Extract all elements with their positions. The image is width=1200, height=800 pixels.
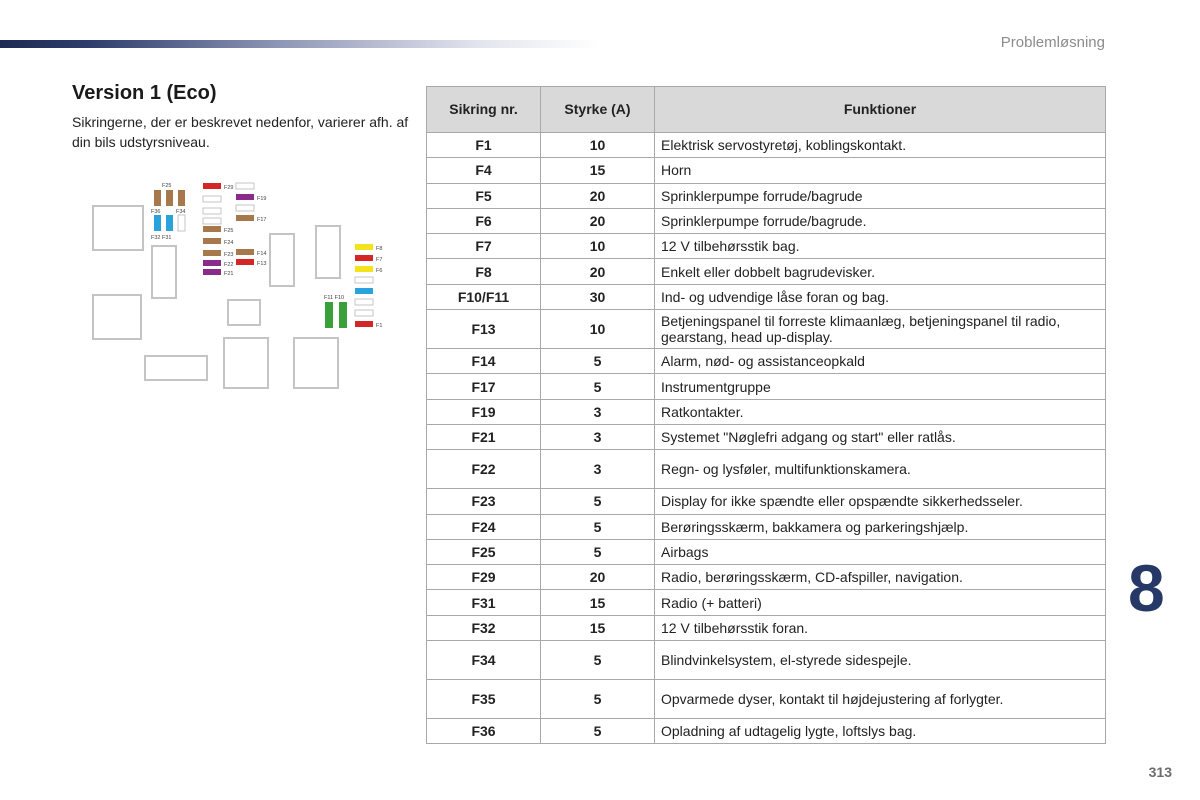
rating-cell: 5 <box>541 719 655 744</box>
function-cell: Betjeningspanel til forreste klimaanlæg, betjeningspanel til radio, gearstang, head up-display. <box>655 310 1106 349</box>
fuse-number-cell: F6 <box>427 208 541 233</box>
table-row <box>427 374 1106 399</box>
rating-cell: 5 <box>541 680 655 719</box>
fuse-number-cell: F22 <box>427 450 541 489</box>
rating-cell: 20 <box>541 565 655 590</box>
rating-cell: 20 <box>541 183 655 208</box>
relay-block <box>294 338 338 388</box>
relay-block <box>224 338 268 388</box>
relay-block <box>152 246 176 298</box>
table-row <box>427 133 1106 158</box>
table-row <box>427 719 1106 744</box>
fuse-blue <box>154 215 161 231</box>
table-row <box>427 539 1106 564</box>
fuse-yellow <box>355 266 373 272</box>
table-row <box>427 284 1106 309</box>
fuse-blue <box>355 288 373 294</box>
fuse-purple <box>236 194 254 200</box>
rating-cell: 3 <box>541 424 655 449</box>
intro-text: Sikringerne, der er beskrevet nedenfor, varierer afh. af din bils udstyrsniveau. <box>72 114 409 150</box>
rating-cell: 10 <box>541 133 655 158</box>
rating-cell: 10 <box>541 234 655 259</box>
fuse-brown <box>166 190 173 206</box>
table-row <box>427 424 1106 449</box>
function-cell: Sprinklerpumpe forrude/bagrude <box>655 183 1106 208</box>
rating-cell: 5 <box>541 539 655 564</box>
fuse-number-cell: F24 <box>427 514 541 539</box>
label-F19: F19 <box>257 196 267 202</box>
fuse-number-cell: F5 <box>427 183 541 208</box>
rating-cell: 5 <box>541 641 655 680</box>
table-row <box>427 680 1106 719</box>
relay-block <box>316 226 340 278</box>
function-cell: Radio, berøringsskærm, CD-afspiller, navigation. <box>655 565 1106 590</box>
table-row <box>427 399 1106 424</box>
label-F6: F6 <box>376 268 383 274</box>
rating-cell: 15 <box>541 615 655 640</box>
table-row <box>427 590 1106 615</box>
function-cell: Sprinklerpumpe forrude/bagrude. <box>655 208 1106 233</box>
function-cell: Systemet "Nøglefri adgang og start" eller ratlås. <box>655 424 1106 449</box>
fuse-number-cell: F21 <box>427 424 541 449</box>
function-cell: Alarm, nød- og assistanceopkald <box>655 349 1106 374</box>
function-cell: Berøringsskærm, bakkamera og parkeringshjælp. <box>655 514 1106 539</box>
fuse-red <box>203 183 221 189</box>
svg-text:F32 F31: F32 F31 <box>151 235 172 241</box>
header-fuse-number: Sikring nr. <box>427 87 541 133</box>
fuse-red <box>236 259 254 265</box>
function-cell: Display for ikke spændte eller opspændte sikkerhedsseler. <box>655 489 1106 514</box>
fuse-brown <box>203 238 221 244</box>
fuse-number-cell: F4 <box>427 158 541 183</box>
fuse-number-cell: F8 <box>427 259 541 284</box>
table-row <box>427 183 1106 208</box>
label-F13: F13 <box>257 261 267 267</box>
label-F29: F29 <box>224 185 234 191</box>
fuse-number-cell: F10/F11 <box>427 284 541 309</box>
relay-block <box>93 295 141 339</box>
rating-cell: 5 <box>541 349 655 374</box>
fuse-red <box>355 255 373 261</box>
svg-text:F22: F22 <box>224 262 234 268</box>
function-cell: Blindvinkelsystem, el-styrede sidespejle. <box>655 641 1106 680</box>
fuse-brown <box>203 250 221 256</box>
fuse-number-cell: F23 <box>427 489 541 514</box>
table-row <box>427 615 1106 640</box>
fuse-number-cell: F7 <box>427 234 541 259</box>
fuse-purple <box>203 269 221 275</box>
fuse-blue <box>166 215 173 231</box>
svg-text:F25: F25 <box>224 228 234 234</box>
function-cell: Opvarmede dyser, kontakt til højdejustering af forlygter. <box>655 680 1106 719</box>
function-cell: 12 V tilbehørsstik bag. <box>655 234 1106 259</box>
rating-cell: 5 <box>541 489 655 514</box>
rating-cell: 30 <box>541 284 655 309</box>
chapter-number: 8 <box>1128 551 1165 625</box>
svg-text:F23: F23 <box>224 252 234 258</box>
table-row <box>427 349 1106 374</box>
function-cell: Opladning af udtagelig lygte, loftslys bag. <box>655 719 1106 744</box>
header-functions: Funktioner <box>655 87 1106 133</box>
function-cell: Airbags <box>655 539 1106 564</box>
function-cell: Radio (+ batteri) <box>655 590 1106 615</box>
relay-block <box>145 356 207 380</box>
page-title: Version 1 (Eco) <box>72 82 217 104</box>
fuse-purple <box>203 260 221 266</box>
fuse-brown <box>236 249 254 255</box>
fuse-number-cell: F34 <box>427 641 541 680</box>
table-row <box>427 489 1106 514</box>
function-cell: Ind- og udvendige låse foran og bag. <box>655 284 1106 309</box>
svg-text:F11 F10: F11 F10 <box>324 295 345 301</box>
function-cell: 12 V tilbehørsstik foran. <box>655 615 1106 640</box>
fuse-brown <box>154 190 161 206</box>
rating-cell: 3 <box>541 399 655 424</box>
relay-block <box>270 234 294 286</box>
label-F17: F17 <box>257 217 267 223</box>
function-cell: Instrumentgruppe <box>655 374 1106 399</box>
fuse-number-cell: F17 <box>427 374 541 399</box>
label-F8: F8 <box>376 246 383 252</box>
fuse-table <box>426 86 1106 744</box>
table-row <box>427 234 1106 259</box>
rating-cell: 3 <box>541 450 655 489</box>
page-number: 313 <box>1148 764 1172 780</box>
label-F7: F7 <box>376 257 383 263</box>
fuse-number-cell: F36 <box>427 719 541 744</box>
svg-text:F25: F25 <box>162 183 172 189</box>
table-row <box>427 208 1106 233</box>
rating-cell: 20 <box>541 208 655 233</box>
fuse-green <box>325 302 333 328</box>
rating-cell: 5 <box>541 514 655 539</box>
table-row <box>427 565 1106 590</box>
fuse-number-cell: F19 <box>427 399 541 424</box>
svg-text:F24: F24 <box>224 240 234 246</box>
function-cell: Ratkontakter. <box>655 399 1106 424</box>
relay-block <box>93 206 143 250</box>
section-title: Problemløsning <box>1000 34 1105 51</box>
table-row <box>427 641 1106 680</box>
rating-cell: 5 <box>541 374 655 399</box>
fuse-brown <box>203 226 221 232</box>
fuse-number-cell: F31 <box>427 590 541 615</box>
fuse-yellow <box>355 244 373 250</box>
rating-cell: 15 <box>541 158 655 183</box>
table-row <box>427 158 1106 183</box>
header-bar <box>0 40 600 48</box>
fuse-number-cell: F29 <box>427 565 541 590</box>
fuse-number-cell: F25 <box>427 539 541 564</box>
fuse-brown <box>178 190 185 206</box>
fuse-green <box>339 302 347 328</box>
table-header-row <box>427 87 1106 133</box>
label-F1: F1 <box>376 323 383 329</box>
table-row <box>427 310 1106 349</box>
function-cell: Regn- og lysføler, multifunktionskamera. <box>655 450 1106 489</box>
rating-cell: 10 <box>541 310 655 349</box>
fuse-number-cell: F1 <box>427 133 541 158</box>
table-row <box>427 259 1106 284</box>
fuse-red <box>355 321 373 327</box>
fuse-number-cell: F13 <box>427 310 541 349</box>
table-row <box>427 514 1106 539</box>
function-cell: Enkelt eller dobbelt bagrudevisker. <box>655 259 1106 284</box>
function-cell: Horn <box>655 158 1106 183</box>
header-rating: Styrke (A) <box>541 87 655 133</box>
svg-text:F21: F21 <box>224 271 234 277</box>
fuse-number-cell: F32 <box>427 615 541 640</box>
table-row <box>427 450 1106 489</box>
fuse-number-cell: F35 <box>427 680 541 719</box>
svg-text:F36: F36 <box>151 209 161 215</box>
svg-text:F34: F34 <box>176 209 186 215</box>
label-F14: F14 <box>257 251 267 257</box>
function-cell: Elektrisk servostyretøj, koblingskontakt. <box>655 133 1106 158</box>
fuse-empty <box>178 215 185 231</box>
fuse-box-diagram <box>88 178 398 393</box>
relay-block <box>228 300 260 325</box>
rating-cell: 15 <box>541 590 655 615</box>
rating-cell: 20 <box>541 259 655 284</box>
fuse-number-cell: F14 <box>427 349 541 374</box>
fuse-brown <box>236 215 254 221</box>
